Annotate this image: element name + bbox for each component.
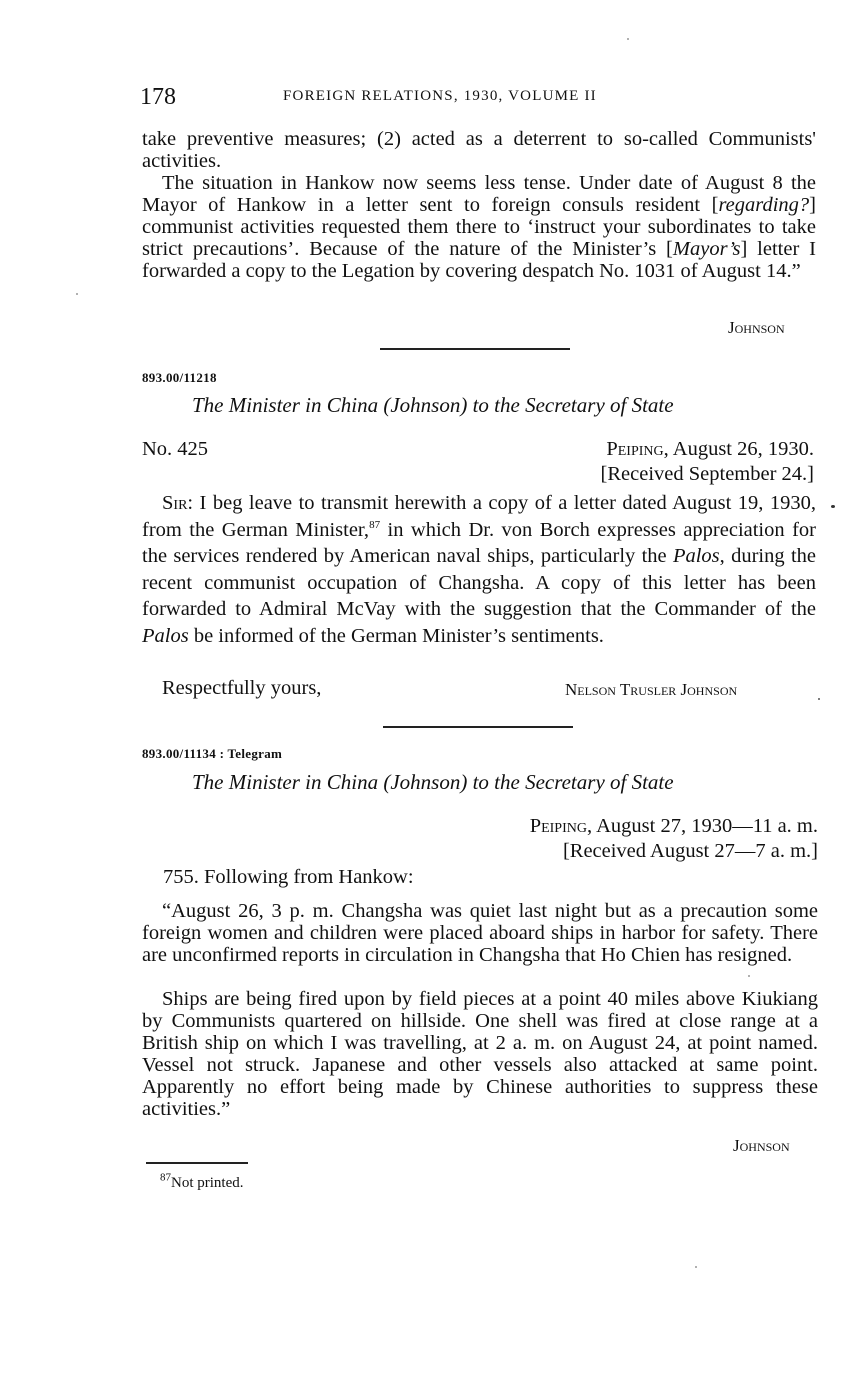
speck	[818, 698, 820, 700]
received-date: [Received September 24.]	[600, 463, 814, 485]
footnote-rule	[146, 1162, 248, 1164]
running-title: FOREIGN RELATIONS, 1930, VOLUME II	[283, 88, 597, 104]
footnote-reference: 87	[369, 518, 381, 531]
continuation-signature: Johnson	[728, 318, 785, 337]
page-number: 178	[140, 84, 176, 110]
speck	[831, 505, 835, 508]
speck	[627, 38, 629, 40]
telegram-intro: 755. Following from Hankow:	[163, 866, 414, 888]
signature: Nelson Trusler Johnson	[565, 680, 738, 699]
closing: Respectfully yours,	[162, 677, 322, 699]
telegram-quote-paragraph-1: “August 26, 3 p. m. Changsha was quiet last night but as a precaution some foreign women and children were placed aboard ships in harbor for safety. There are unconfirmed reports in circulation in Changsha that Ho Chien has resigned.	[142, 900, 818, 966]
speck	[748, 975, 750, 977]
dateline: Peiping, August 26, 1930.	[606, 438, 814, 460]
file-reference: 893.00/11134 : Telegram	[142, 746, 283, 761]
footnote: $^{87}$Not printed.	[160, 1171, 244, 1191]
document-title: The Minister in China (Johnson) to the Secretary of State	[192, 393, 674, 417]
section-divider	[383, 726, 573, 728]
document-title: The Minister in China (Johnson) to the Secretary of State	[192, 770, 674, 794]
speck	[76, 293, 78, 295]
dateline: Peiping, August 27, 1930—11 a. m.	[529, 815, 818, 837]
file-reference: 893.00/11218	[142, 370, 217, 385]
received-date: [Received August 27—7 a. m.]	[562, 840, 818, 862]
signature: Johnson	[733, 1136, 790, 1155]
continuation-paragraph-2: The situation in Hankow now seems less tense. Under date of August 8 the Mayor of Hankow in a letter sent to foreign consuls resident [regarding?] communist activities requested them there to ‘instruct your subordinates to take strict precautions’. Because of the nature of the Minister’s [Mayor’s] letter I forwarded a copy to the Legation by covering despatch No. 1031 of August 14.”	[142, 172, 817, 282]
letter-body: Sir: I beg leave to transmit herewith a copy of a letter dated August 19, 1930, from the German Minister,$^{87}$ in which Dr. von Borch expresses appreciation for the services rendered by American naval ships, particularly the Palos, during the recent communist occupation of Changsha. A copy of this letter has been forwarded to Admiral McVay with the suggestion that the Commander of the Palos be informed of the German Minister’s sentiments.	[142, 492, 816, 647]
speck	[695, 1266, 697, 1268]
section-divider	[380, 348, 570, 350]
telegram-quote-paragraph-2: Ships are being fired upon by field pieces at a point 40 miles above Kiukiang by Communists quartered on hillside. One shell was fired at close range at a British ship on which I was travelling, at 2 a. m. on August 24, at point named. Vessel not struck. Japanese and other vessels also attacked at same point. Apparently no effort being made by Chinese authorities to suppress these activities.”	[142, 988, 818, 1120]
continuation-paragraph-1: take preventive measures; (2) acted as a deterrent to so-called Communists' activities.	[142, 128, 816, 172]
dispatch-number: No. 425	[142, 438, 209, 460]
